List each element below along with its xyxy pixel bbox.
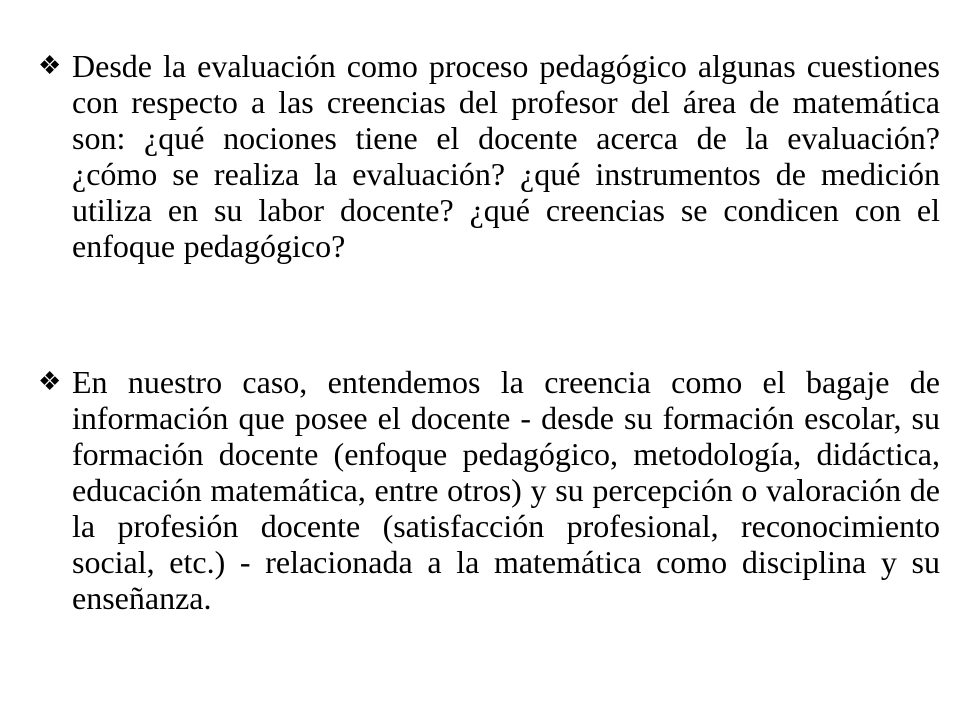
diamond-quad-bullet-icon: ❖: [38, 367, 62, 396]
bullet-text-creencia: En nuestro caso, entendemos la creencia como el bagaje de información que posee el docente - desde su formación escolar, su formación docente (enfoque pedagógico, metodología, didáctica, educación matemática, entre otros) y su percepción o valoración de la profesión docente (satisfacción profesional, reconocimiento social, etc.) - relacionada a la matemática como disciplina y su enseñanza.: [72, 364, 940, 616]
bullet-item-creencia: [38, 364, 940, 616]
diamond-quad-bullet-icon: ❖: [38, 51, 62, 80]
bullet-item-evaluacion: [38, 48, 940, 264]
bullet-text-evaluacion: Desde la evaluación como proceso pedagógico algunas cuestiones con respecto a las creencias del profesor del área de matemática son: ¿qué nociones tiene el docente acerca de la evaluación? ¿cómo se realiza la evaluación? ¿qué instrumentos de medición utiliza en su labor docente? ¿qué creencias se condicen con el enfoque pedagógico?: [72, 48, 940, 264]
